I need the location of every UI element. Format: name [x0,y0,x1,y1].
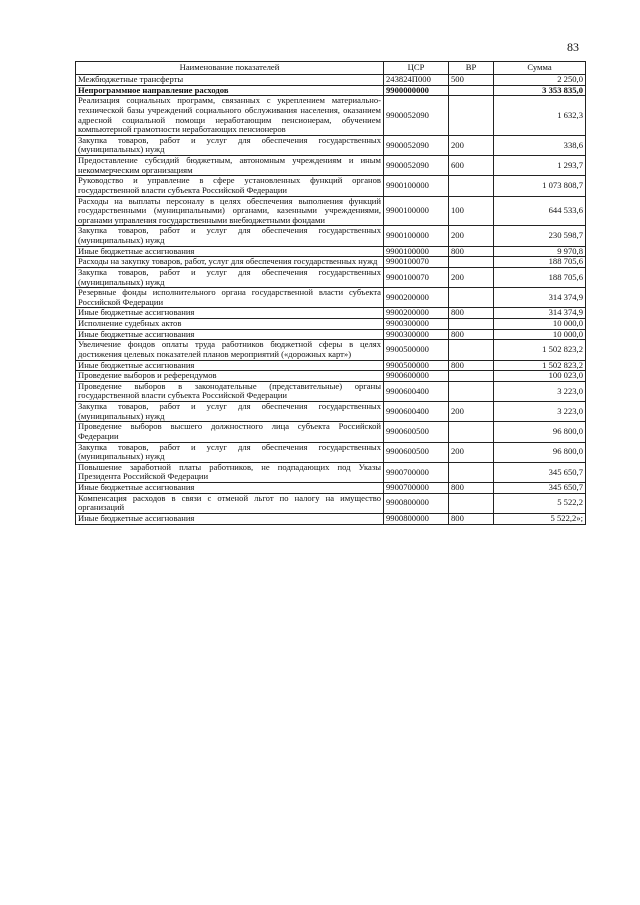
cell-csr: 9900500000 [384,340,449,360]
cell-sum: 1 502 823,2 [494,360,586,371]
cell-vr [449,85,494,96]
cell-csr: 9900100000 [384,176,449,196]
cell-sum: 5 522,2 [494,493,586,513]
cell-sum: 96 800,0 [494,442,586,462]
cell-vr: 800 [449,329,494,340]
cell-vr: 500 [449,75,494,86]
table-row [76,267,586,287]
cell-sum: 10 000,0 [494,329,586,340]
cell-name: Резервные фонды исполнительного органа государственной власти субъекта Российской Федерации [76,288,384,308]
cell-sum: 230 598,7 [494,226,586,246]
cell-sum: 644 533,6 [494,196,586,226]
cell-sum: 1 293,7 [494,156,586,176]
header-name: Наименование показателей [76,62,384,75]
table-row [76,422,586,442]
header-sum: Сумма [494,62,586,75]
cell-vr: 800 [449,246,494,257]
cell-sum: 96 800,0 [494,422,586,442]
table-row [76,493,586,513]
cell-csr: 9900200000 [384,288,449,308]
cell-name: Закупка товаров, работ и услуг для обеспечения государственных (муниципальных) нужд [76,442,384,462]
cell-vr: 200 [449,442,494,462]
cell-sum: 3 353 835,0 [494,85,586,96]
cell-vr: 200 [449,267,494,287]
cell-csr: 9900100000 [384,246,449,257]
cell-sum: 1 502 823,2 [494,340,586,360]
cell-csr: 9900100070 [384,257,449,268]
cell-csr: 9900300000 [384,319,449,330]
cell-csr: 9900000000 [384,85,449,96]
table-row [76,462,586,482]
cell-csr: 9900300000 [384,329,449,340]
cell-vr [449,96,494,136]
cell-name: Иные бюджетные ассигнования [76,513,384,524]
cell-name: Увеличение фондов оплаты труда работников бюджетной сферы в целях достижения целевых показателей планов мероприятий («дорожных карт») [76,340,384,360]
table-header-row [76,62,586,75]
cell-vr [449,257,494,268]
table-row [76,246,586,257]
cell-name: Иные бюджетные ассигнования [76,329,384,340]
table-row [76,329,586,340]
cell-sum: 3 223,0 [494,381,586,401]
table-row [76,513,586,524]
budget-table [75,61,586,525]
table-row [76,156,586,176]
cell-sum: 314 374,9 [494,308,586,319]
cell-vr [449,288,494,308]
cell-csr: 9900500000 [384,360,449,371]
cell-sum: 345 650,7 [494,462,586,482]
cell-csr: 9900600000 [384,371,449,382]
cell-vr: 800 [449,513,494,524]
cell-vr [449,176,494,196]
cell-csr: 243824П000 [384,75,449,86]
cell-vr: 600 [449,156,494,176]
table-row [76,381,586,401]
cell-csr: 9900800000 [384,513,449,524]
cell-sum: 1 073 808,7 [494,176,586,196]
cell-csr: 9900100000 [384,196,449,226]
cell-csr: 9900052090 [384,135,449,155]
table-row [76,288,586,308]
table-row [76,308,586,319]
cell-name: Межбюджетные трансферты [76,75,384,86]
cell-csr: 9900052090 [384,156,449,176]
cell-vr [449,422,494,442]
header-vr: ВР [449,62,494,75]
table-row [76,371,586,382]
cell-name: Предоставление субсидий бюджетным, автономным учреждениям и иным некоммерческим организациям [76,156,384,176]
table-row [76,319,586,330]
cell-name: Иные бюджетные ассигнования [76,246,384,257]
cell-name: Иные бюджетные ассигнования [76,360,384,371]
cell-sum: 314 374,9 [494,288,586,308]
cell-csr: 9900100070 [384,267,449,287]
cell-name: Иные бюджетные ассигнования [76,483,384,494]
cell-vr: 800 [449,308,494,319]
cell-sum: 3 223,0 [494,402,586,422]
table-row [76,360,586,371]
cell-sum: 5 522,2»; [494,513,586,524]
cell-name: Закупка товаров, работ и услуг для обеспечения государственных (муниципальных) нужд [76,267,384,287]
cell-vr [449,462,494,482]
cell-vr: 800 [449,483,494,494]
cell-name: Компенсация расходов в связи с отменой льгот по налогу на имущество организаций [76,493,384,513]
cell-sum: 1 632,3 [494,96,586,136]
table-row [76,226,586,246]
cell-sum: 9 970,8 [494,246,586,257]
cell-csr: 9900052090 [384,96,449,136]
cell-sum: 2 250,0 [494,75,586,86]
cell-name: Проведение выборов высшего должностного лица субъекта Российской Федерации [76,422,384,442]
cell-name: Проведение выборов в законодательные (представительные) органы государственной власти субъекта Российской Федерации [76,381,384,401]
cell-csr: 9900700000 [384,462,449,482]
table-row [76,75,586,86]
cell-csr: 9900600400 [384,402,449,422]
cell-name: Непрограммное направление расходов [76,85,384,96]
cell-name: Проведение выборов и референдумов [76,371,384,382]
cell-name: Расходы на закупку товаров, работ, услуг для обеспечения государственных нужд [76,257,384,268]
table-body [76,75,586,525]
cell-vr: 200 [449,135,494,155]
table-row [76,176,586,196]
cell-name: Закупка товаров, работ и услуг для обеспечения государственных (муниципальных) нужд [76,135,384,155]
cell-vr [449,319,494,330]
table-row [76,442,586,462]
cell-name: Повышение заработной платы работников, не подпадающих под Указы Президента Российской Федерации [76,462,384,482]
cell-vr: 800 [449,360,494,371]
cell-csr: 9900600500 [384,422,449,442]
cell-vr [449,493,494,513]
cell-sum: 338,6 [494,135,586,155]
cell-csr: 9900200000 [384,308,449,319]
cell-csr: 9900600400 [384,381,449,401]
cell-name: Иные бюджетные ассигнования [76,308,384,319]
cell-vr [449,371,494,382]
table-row [76,196,586,226]
cell-csr: 9900700000 [384,483,449,494]
cell-name: Закупка товаров, работ и услуг для обеспечения государственных (муниципальных) нужд [76,402,384,422]
table-row [76,96,586,136]
page-number: 83 [567,40,579,54]
table-row [76,340,586,360]
table-row [76,135,586,155]
cell-csr: 9900600500 [384,442,449,462]
cell-sum: 10 000,0 [494,319,586,330]
table-row [76,483,586,494]
cell-sum: 188 705,6 [494,257,586,268]
header-csr: ЦСР [384,62,449,75]
cell-vr: 100 [449,196,494,226]
cell-csr: 9900100000 [384,226,449,246]
cell-csr: 9900800000 [384,493,449,513]
cell-sum: 100 023,0 [494,371,586,382]
cell-sum: 345 650,7 [494,483,586,494]
cell-sum: 188 705,6 [494,267,586,287]
cell-name: Руководство и управление в сфере установленных функций органов государственной власти субъекта Российской Федерации [76,176,384,196]
table-row [76,85,586,96]
cell-name: Расходы на выплаты персоналу в целях обеспечения выполнения функций государственными (муниципальными) органами, казенными учреждениями, органами управления государственными внебюджетными фондами [76,196,384,226]
table-row [76,257,586,268]
cell-name: Реализация социальных программ, связанных с укреплением материально-технической базы учреждений социального обслуживания населения, оказанием адресной социальной помощи неработающим пенсионерам, обучением компьютерной грамотности неработающих пенсионеров [76,96,384,136]
cell-vr: 200 [449,226,494,246]
cell-name: Закупка товаров, работ и услуг для обеспечения государственных (муниципальных) нужд [76,226,384,246]
cell-vr [449,381,494,401]
cell-name: Исполнение судебных актов [76,319,384,330]
table-row [76,402,586,422]
cell-vr [449,340,494,360]
cell-vr: 200 [449,402,494,422]
